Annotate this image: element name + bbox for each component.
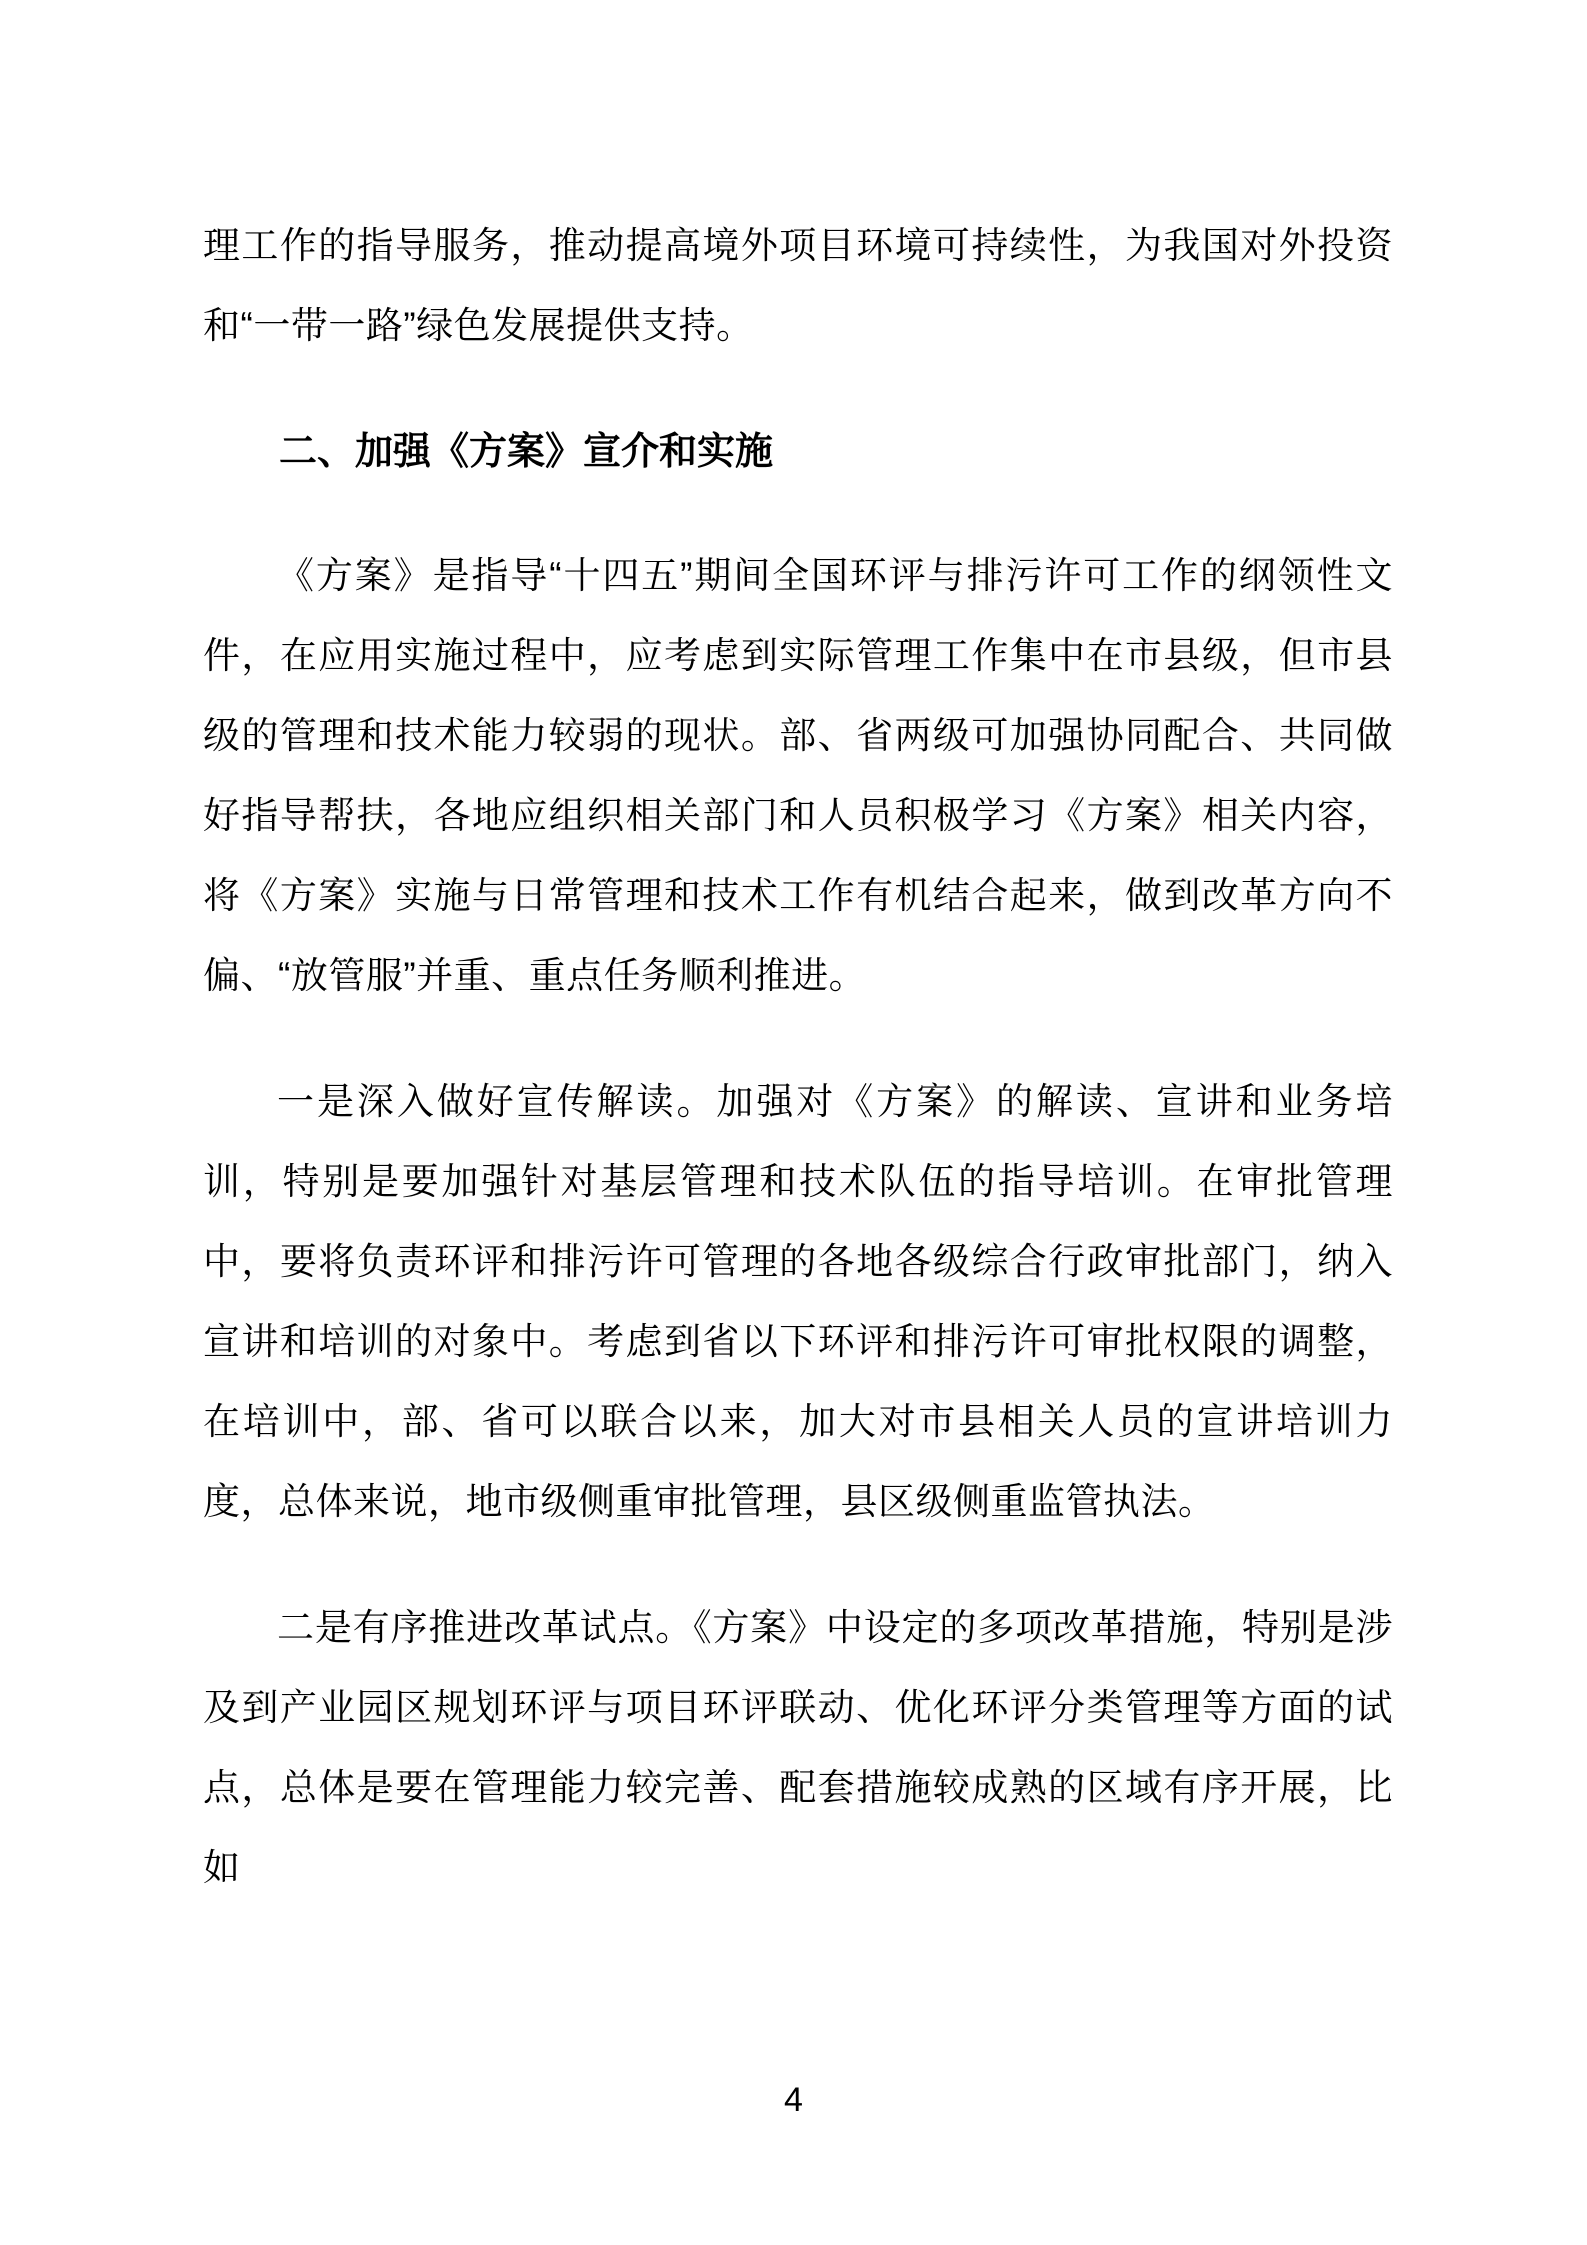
paragraph-continuation: 理工作的指导服务，推动提高境外项目环境可持续性，为我国对外投资和“一带一路”绿色发展提供支持。 — [203, 225, 1393, 346]
text-body — [203, 206, 1393, 1954]
section-heading: 二、加强《方案》宣介和实施 — [279, 431, 774, 473]
page-number: 4 — [784, 2081, 803, 2119]
paragraph-overview: 《方案》是指导“十四五”期间全国环评与排污许可工作的纲领性文件，在应用实施过程中，应考虑到实际管理工作集中在市县级，但市县级的管理和技术能力较弱的现状。部、省两级可加强协同配合、共同做好指导帮扶，各地应组织相关部门和人员积极学习《方案》相关内容，将《方案》实施与日常管理和技术工作有机结合起来，做到改革方向不偏、“放管服”并重、重点任务顺利推进。 — [203, 555, 1393, 996]
paragraph-point-two: 二是有序推进改革试点。《方案》中设定的多项改革措施，特别是涉及到产业园区规划环评与项目环评联动、优化环评分类管理等方面的试点，总体是要在管理能力较完善、配套措施较成熟的区域有序开展，比如 — [203, 1607, 1393, 1888]
paragraph-point-one: 一是深入做好宣传解读。加强对《方案》的解读、宣讲和业务培训，特别是要加强针对基层管理和技术队伍的指导培训。在审批管理中，要将负责环评和排污许可管理的各地各级综合行政审批部门，纳入宣讲和培训的对象中。考虑到省以下环评和排污许可审批权限的调整，在培训中，部、省可以联合以来，加大对市县相关人员的宣讲培训力度，总体来说，地市级侧重审批管理，县区级侧重监管执法。 — [203, 1081, 1393, 1522]
